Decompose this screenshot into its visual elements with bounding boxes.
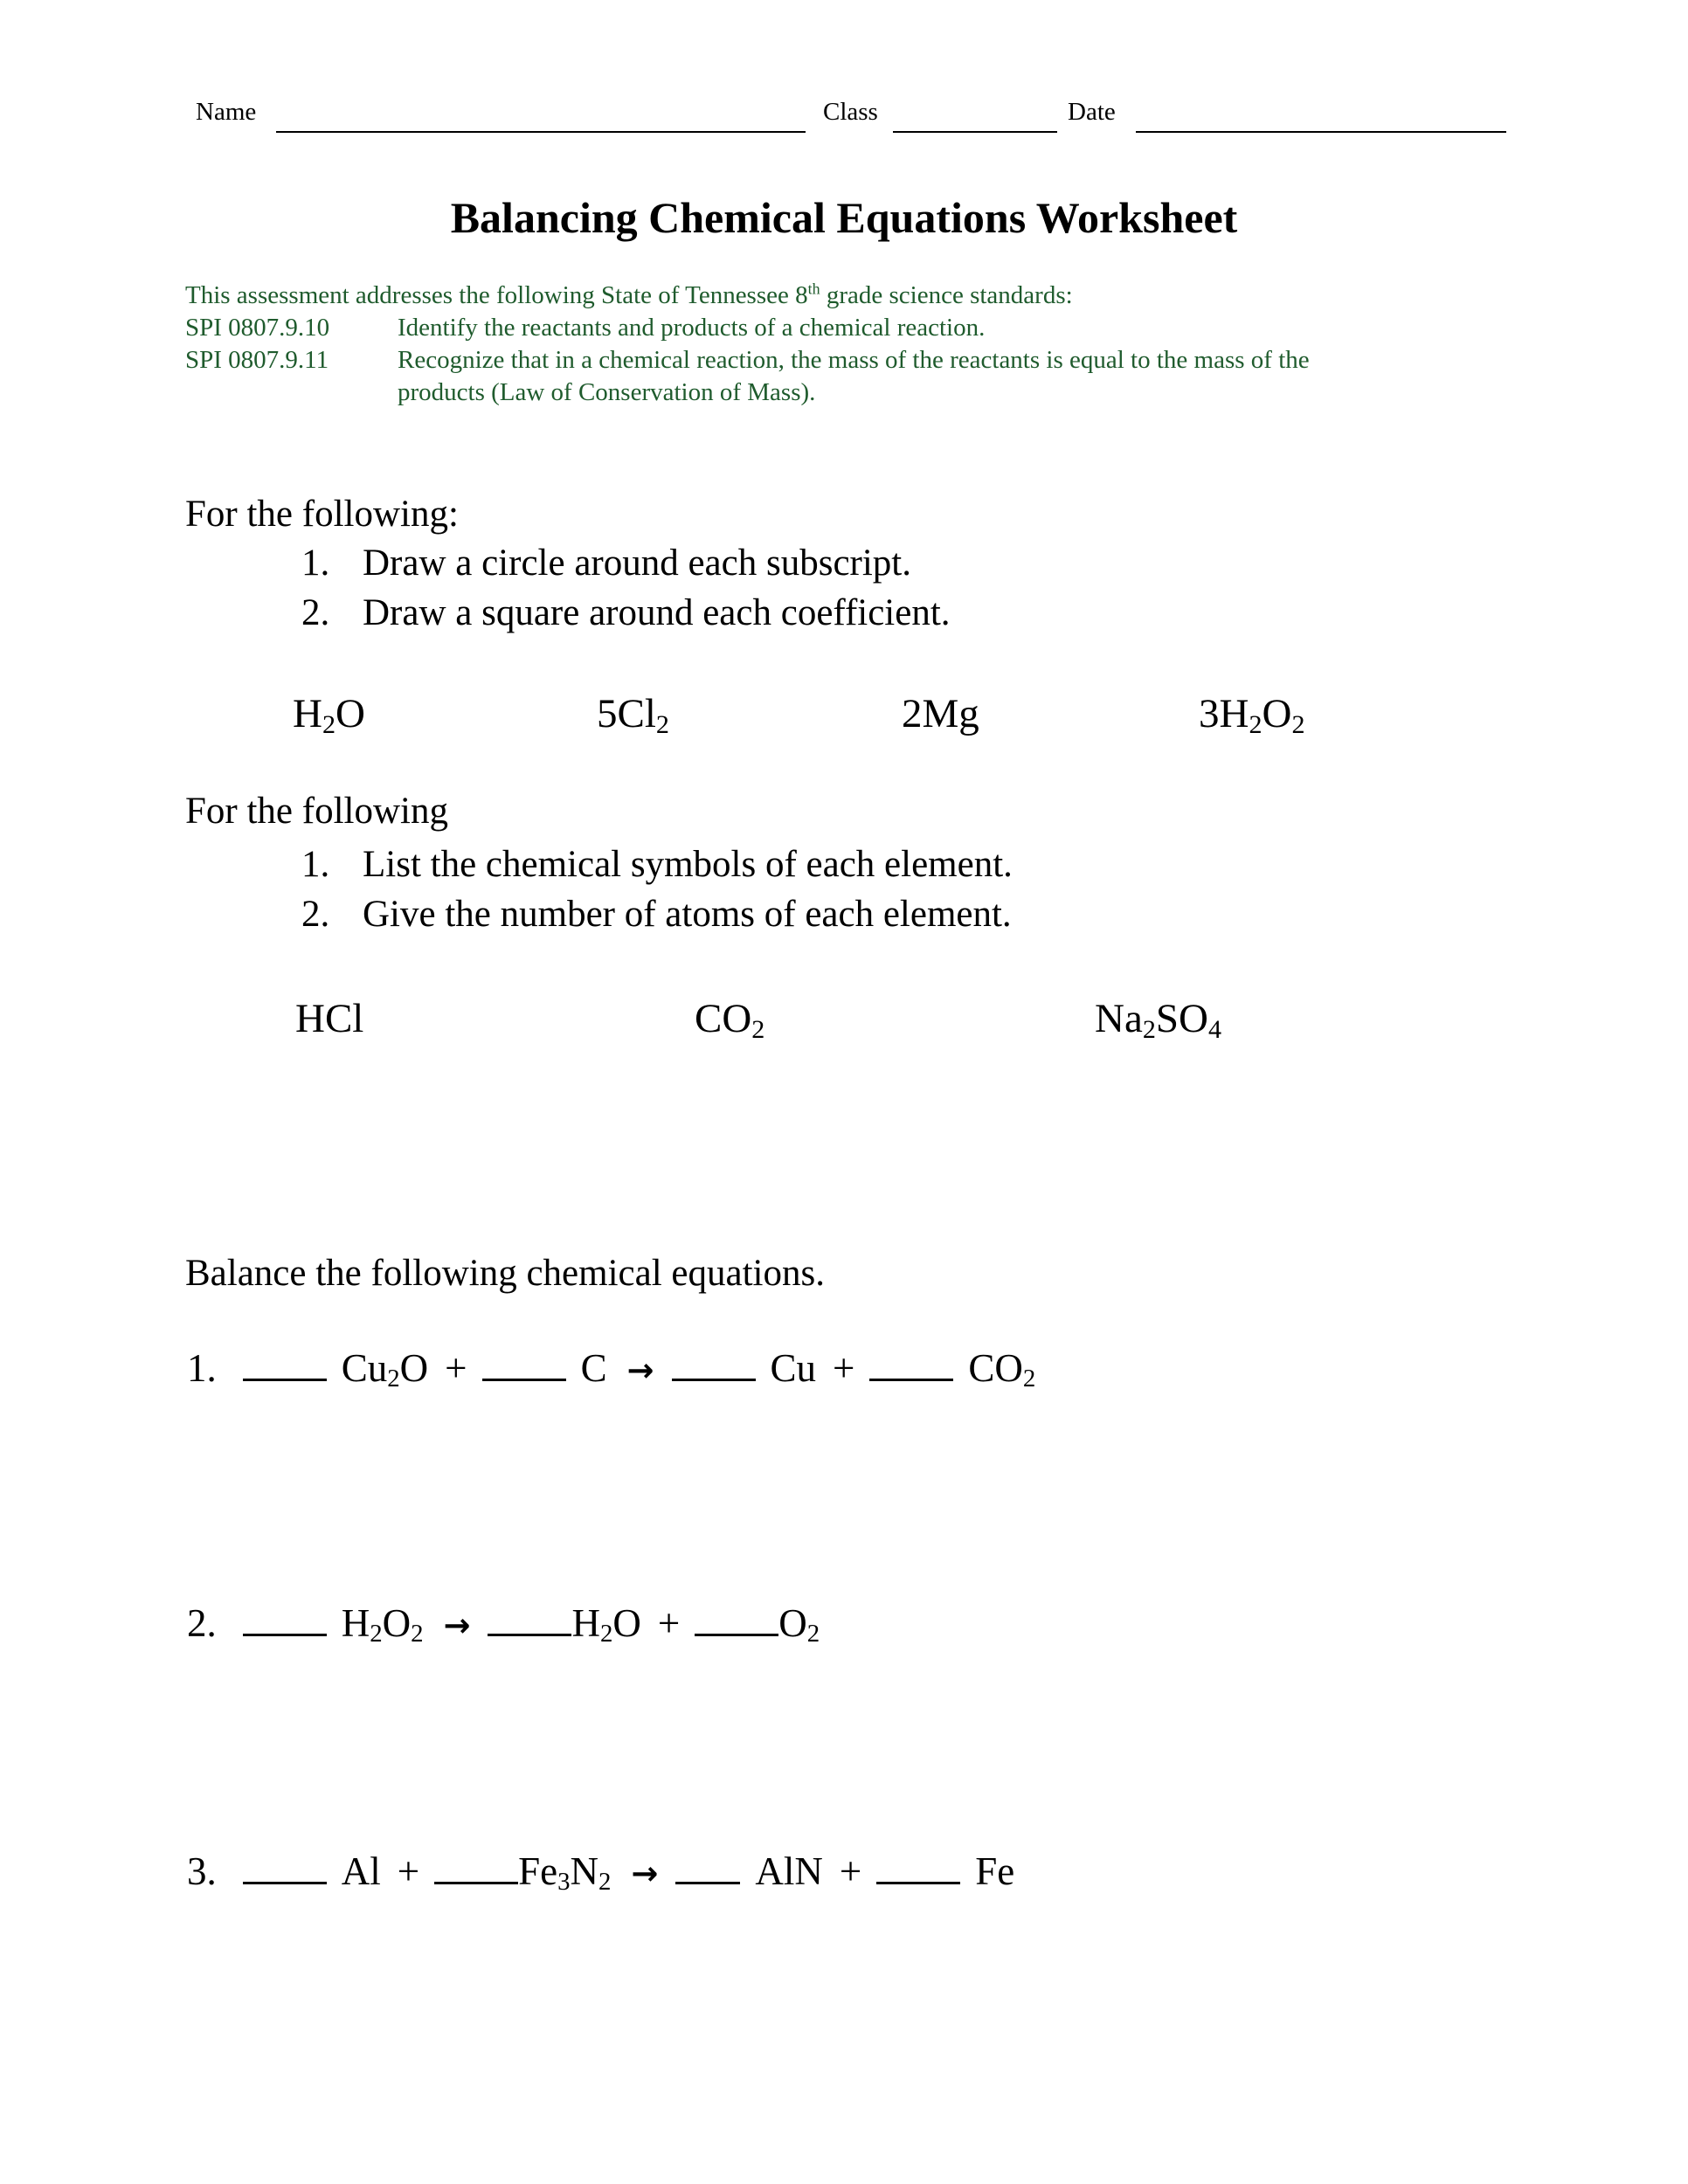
section2-intro: For the following: [185, 791, 448, 832]
formula-row-1: [0, 690, 1688, 751]
answer-blank: [434, 1879, 518, 1884]
equation-number: 3.: [187, 1849, 217, 1893]
standards-item: [185, 344, 1487, 377]
reaction-arrow: →: [626, 1351, 654, 1389]
plus-operator: +: [657, 1601, 681, 1645]
answer-blank: [482, 1376, 566, 1381]
subscript: 2: [599, 1620, 613, 1648]
item-number: 1.: [301, 543, 330, 584]
item-number: 1.: [301, 844, 330, 885]
standards-block: [185, 280, 1487, 409]
page-title: Balancing Chemical Equations Worksheet: [450, 193, 1238, 242]
standards-description: products (Law of Conservation of Mass).: [398, 378, 816, 406]
subscript: 2: [370, 1620, 383, 1648]
answer-blank: [488, 1631, 571, 1636]
item-number: 2.: [301, 592, 330, 633]
answer-blank: [869, 1376, 953, 1381]
subscript: 2: [1291, 708, 1305, 739]
subscript: 2: [411, 1620, 424, 1648]
standards-intro-text: This assessment addresses the following State of Tennessee 8: [185, 281, 808, 309]
answer-blank: [695, 1631, 778, 1636]
subscript: 2: [655, 708, 669, 739]
list-item: [301, 588, 951, 638]
item-text: Draw a circle around each subscript.: [363, 543, 911, 584]
plus-operator: +: [445, 1346, 467, 1390]
chemical-formula: $5Cl_2$: [597, 691, 669, 739]
standards-code: SPI 0807.9.10: [185, 314, 330, 342]
item-text: Give the number of atoms of each element.: [363, 894, 1012, 935]
chemical-formula: Cu: [770, 1346, 817, 1390]
reaction-arrow: →: [443, 1607, 471, 1644]
equation-row-1: [187, 1345, 1050, 1391]
equation-number: 1.: [187, 1346, 217, 1390]
class-label: Class: [823, 98, 878, 126]
section1-intro: For the following:: [185, 494, 459, 535]
standards-intro-text-2: grade science standards:: [820, 281, 1073, 309]
balance-section-intro: Balance the following chemical equations.: [185, 1253, 825, 1294]
chemical-formula: $Na_2SO_4$: [1095, 996, 1221, 1044]
class-blank-line: [893, 131, 1057, 133]
equation-row-2: [187, 1600, 834, 1646]
subscript: 3: [557, 1868, 571, 1897]
date-blank-line: [1136, 131, 1506, 133]
chemical-formula: $H_2O_2$: [341, 1601, 424, 1648]
chemical-formula: 2Mg: [902, 691, 979, 736]
answer-blank: [876, 1879, 960, 1884]
chemical-formula: Al: [341, 1849, 381, 1893]
standards-intro: [185, 280, 1487, 312]
standards-item-continuation: [185, 377, 1487, 409]
reaction-arrow: →: [631, 1855, 659, 1892]
subscript: 2: [322, 708, 336, 739]
subscript: 2: [387, 1365, 400, 1393]
list-item: [301, 889, 1013, 939]
standards-code: SPI 0807.9.11: [185, 346, 329, 374]
subscript: 4: [1207, 1013, 1221, 1044]
answer-blank: [672, 1376, 756, 1381]
chemical-formula: C: [580, 1346, 607, 1390]
subscript: 2: [751, 1013, 765, 1044]
answer-blank: [243, 1879, 327, 1884]
answer-blank: [243, 1631, 327, 1636]
subscript: 2: [1142, 1013, 1156, 1044]
chemical-formula: HCl: [295, 996, 364, 1041]
plus-operator: +: [839, 1849, 862, 1893]
section2-instruction-list: [301, 840, 1013, 939]
chemical-formula: $CO_2$: [968, 1346, 1036, 1393]
subscript: 2: [806, 1620, 820, 1648]
standards-description: Identify the reactants and products of a chemical reaction.: [398, 314, 986, 342]
standards-code-spacer: [185, 377, 398, 409]
equation-number: 2.: [187, 1601, 217, 1645]
ordinal-superscript: th: [807, 280, 820, 298]
equation-row-3: [187, 1849, 1029, 1897]
standards-description: Recognize that in a chemical reaction, the mass of the reactants is equal to the mass of the: [398, 346, 1310, 374]
plus-operator: +: [833, 1346, 855, 1390]
name-label: Name: [196, 98, 257, 126]
list-item: [301, 840, 1013, 889]
standards-item: [185, 312, 1487, 344]
list-item: [301, 538, 951, 588]
subscript: 2: [1022, 1365, 1036, 1393]
subscript: 2: [598, 1868, 612, 1897]
chemical-formula: $3H_2O_2$: [1199, 691, 1305, 739]
chemical-formula: $CO_2$: [695, 996, 765, 1044]
answer-blank: [243, 1376, 327, 1381]
item-text: List the chemical symbols of each element.: [363, 844, 1013, 885]
answer-blank: [675, 1879, 740, 1884]
subscript: 2: [1249, 708, 1263, 739]
chemical-formula: $Cu_2O$: [341, 1346, 429, 1393]
date-label: Date: [1068, 98, 1116, 126]
chemical-formula: AlN: [755, 1849, 823, 1893]
item-number: 2.: [301, 894, 330, 935]
chemical-formula: $Fe_3N_2$: [518, 1849, 612, 1897]
chemical-formula: $H_2O$: [293, 691, 365, 739]
formula-row-2: [0, 995, 1688, 1056]
chemical-formula: Fe: [975, 1849, 1015, 1893]
name-blank-line: [276, 131, 806, 133]
plus-operator: +: [397, 1849, 420, 1893]
chemical-formula: $O_2$: [778, 1601, 820, 1648]
item-text: Draw a square around each coefficient.: [363, 592, 951, 633]
chemical-formula: $H_2O$: [571, 1601, 641, 1648]
section1-instruction-list: [301, 538, 951, 638]
